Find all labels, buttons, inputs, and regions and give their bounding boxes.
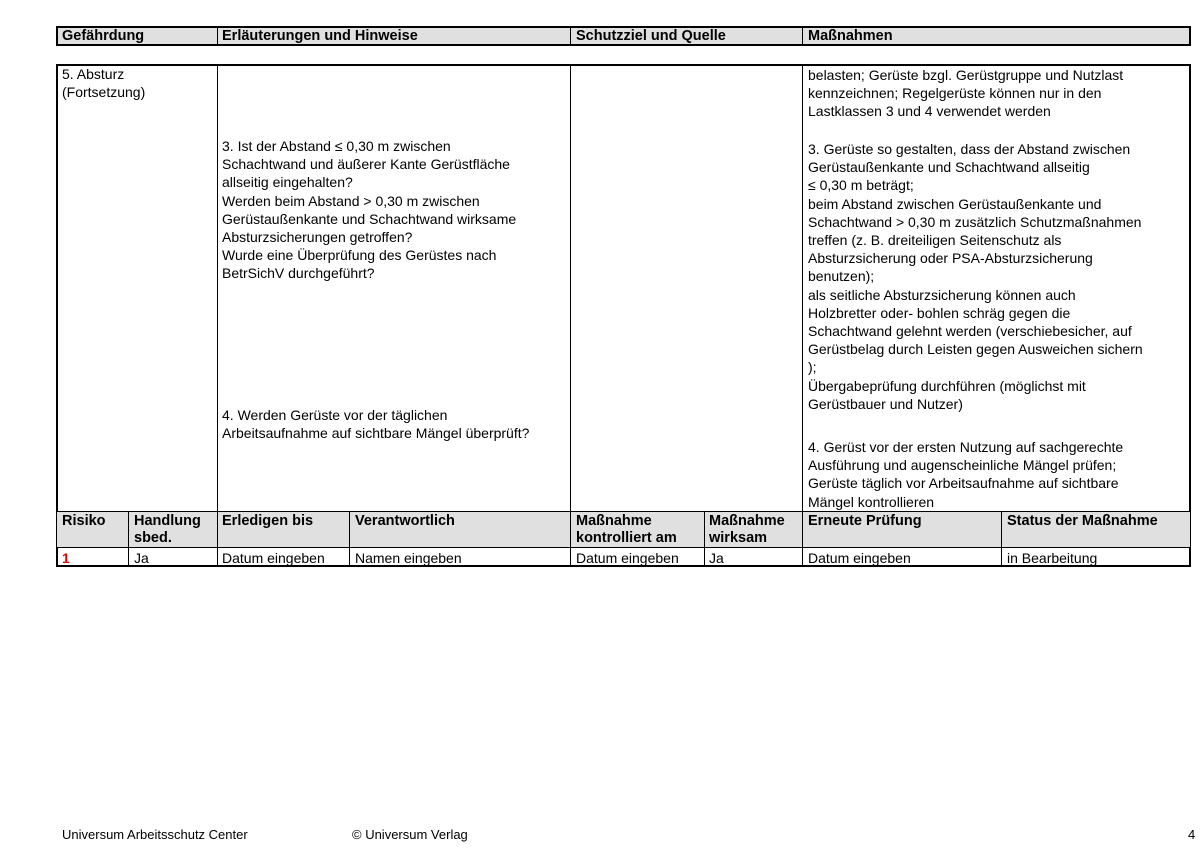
header-measures: Maßnahmen [808,28,893,44]
status-header-status: Status der Maßnahme [1007,513,1158,529]
status-header-recheck: Erneute Prüfung [808,513,922,529]
measure-4: 4. Gerüst vor der ersten Nutzung auf sachgerechte Ausführung und augenscheinliche Mängel prüfen; Gerüste täglich vor Arbeitsaufnahme auf sichtbare Mängel kontrollieren [808,439,1124,510]
status-header-checked: Maßnahme kontrolliert am [576,513,677,546]
checked-date-field[interactable]: Datum eingeben [576,550,679,566]
hazard-cell: 5. Absturz (Fortsetzung) [62,66,146,101]
status-header-due: Erledigen bis [222,513,314,529]
risk-value[interactable]: 1 [62,550,70,566]
due-date-field[interactable]: Datum eingeben [222,550,325,566]
footer-organization: Universum Arbeitsschutz Center [62,827,248,842]
effective-value[interactable]: Ja [709,550,724,566]
responsible-field[interactable]: Namen eingeben [355,550,462,566]
header-hints: Erläuterungen und Hinweise [222,28,418,44]
status-field[interactable]: in Bearbeitung [1007,550,1098,566]
measure-3: 3. Gerüste so gestalten, dass der Abstand zwischen Gerüstaußenkante und Schachtwand allseitig ≤ 0,30 m beträgt; beim Abstand zwischen Gerüstaußenkante und Schachtwand > 0,30 m zusätzlich Schutzmaßnahmen treffen (z. B. dreiteiligen Seitenschutz als Absturzsicherung oder PSA-Absturzsicherung benutzen); als seitliche Absturzsicherung können auch Holzbretter oder- bohlen schräg gegen die Schachtwand gelehnt werden (verschiebesicher, auf Gerüstbelag durch Leisten gegen Ausweichen sichern ); Übergabeprüfung durchführen (möglichst mit Gerüstbauer und Nutzer) [808,141,1143,412]
status-header-responsible: Verantwortlich [355,513,455,529]
footer-publisher: © Universum Verlag [352,827,468,842]
status-header-effective: Maßnahme wirksam [709,513,785,546]
page-number: 4 [1188,827,1196,842]
header-hazard: Gefährdung [62,28,145,44]
recheck-date-field[interactable]: Datum eingeben [808,550,911,566]
status-header-risk: Risiko [62,513,106,529]
action-value[interactable]: Ja [134,550,149,566]
status-header-action: Handlung sbed. [134,513,201,546]
hint-3: 3. Ist der Abstand ≤ 0,30 m zwischen Schachtwand und äußerer Kante Gerüstfläche allseitig eingehalten? Werden beim Abstand > 0,30 m zwischen Gerüstaußenkante und Schachtwand wirksame Absturzsicherungen getroffen? Wurde eine Überprüfung des Gerüstes nach BetrSichV durchgeführt? [222,138,517,282]
measure-continued: belasten; Gerüste bzgl. Gerüstgruppe und Nutzlast kennzeichnen; Regelgerüste können nur in den Lastklassen 3 und 4 verwendet werden [808,67,1124,120]
header-protection-goal: Schutzziel und Quelle [576,28,726,44]
hint-4: 4. Werden Gerüste vor der täglichen Arbeitsaufnahme auf sichtbare Mängel überprüft? [222,407,530,442]
